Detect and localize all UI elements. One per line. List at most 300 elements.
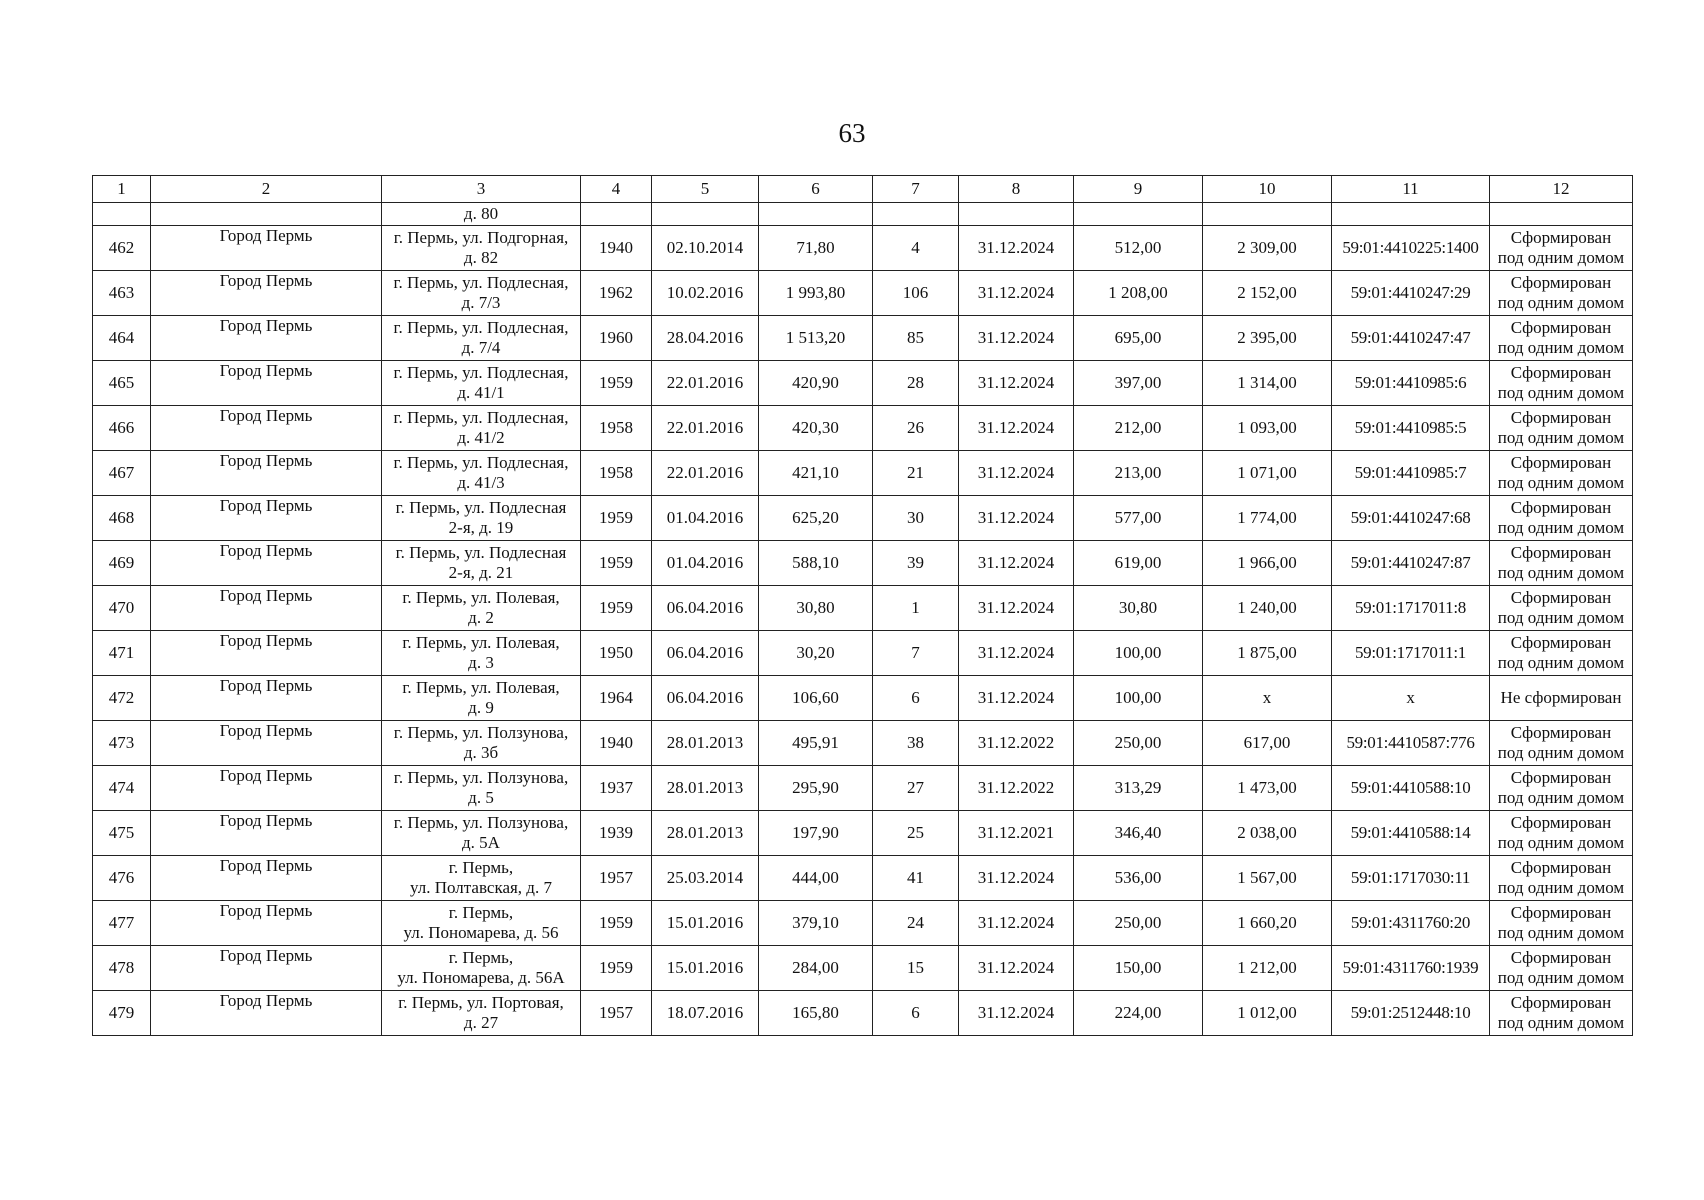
municipality-cell: Город Пермь xyxy=(151,496,382,541)
address-line-1: г. Пермь, ул. Подлесная, xyxy=(393,453,569,472)
status-line-2: под одним домом xyxy=(1497,338,1625,357)
residents-cell: 106 xyxy=(873,271,959,316)
status-line-2: под одним домом xyxy=(1497,878,1625,897)
year-cell: 1959 xyxy=(581,901,652,946)
column-number: 8 xyxy=(959,176,1074,203)
area-cell: 421,10 xyxy=(759,451,873,496)
status-cell xyxy=(1490,451,1633,496)
municipality-cell: Город Пермь xyxy=(151,361,382,406)
land-area-total-cell: 1 966,00 xyxy=(1203,541,1332,586)
column-number: 1 xyxy=(93,176,151,203)
status-cell xyxy=(1490,676,1633,721)
row-number: 476 xyxy=(93,856,151,901)
status-cell xyxy=(1490,271,1633,316)
status-cell xyxy=(1490,226,1633,271)
land-area-cell: 397,00 xyxy=(1074,361,1203,406)
deadline-cell: 31.12.2024 xyxy=(959,496,1074,541)
address-line-2: д. 7/4 xyxy=(461,338,501,357)
address-line-1: г. Пермь, ул. Ползунова, xyxy=(393,813,569,832)
address-continuation: д. 80 xyxy=(382,203,581,226)
cadastral-number-cell: 59:01:4410225:1400 xyxy=(1332,226,1490,271)
status-cell xyxy=(1490,541,1633,586)
municipality-cell: Город Пермь xyxy=(151,316,382,361)
status-line-1: Сформирован xyxy=(1510,453,1612,472)
residents-cell: 27 xyxy=(873,766,959,811)
date-cell: 22.01.2016 xyxy=(652,451,759,496)
deadline-cell: 31.12.2024 xyxy=(959,226,1074,271)
address-line-2: д. 7/3 xyxy=(461,293,501,312)
empty-cell xyxy=(1490,203,1633,226)
cadastral-number-cell: 59:01:4311760:1939 xyxy=(1332,946,1490,991)
address-cell xyxy=(382,406,581,451)
land-area-total-cell: 2 395,00 xyxy=(1203,316,1332,361)
cadastral-number-cell: 59:01:4410247:87 xyxy=(1332,541,1490,586)
address-cell xyxy=(382,271,581,316)
address-cell xyxy=(382,226,581,271)
deadline-cell: 31.12.2024 xyxy=(959,676,1074,721)
area-cell: 71,80 xyxy=(759,226,873,271)
area-cell: 420,90 xyxy=(759,361,873,406)
year-cell: 1940 xyxy=(581,226,652,271)
status-line-1: Сформирован xyxy=(1510,273,1612,292)
address-line-2: д. 41/3 xyxy=(457,473,505,492)
deadline-cell: 31.12.2024 xyxy=(959,991,1074,1036)
status-line-1: Сформирован xyxy=(1510,723,1612,742)
row-number: 474 xyxy=(93,766,151,811)
residents-cell: 4 xyxy=(873,226,959,271)
status-line-1: Сформирован xyxy=(1510,813,1612,832)
date-cell: 18.07.2016 xyxy=(652,991,759,1036)
deadline-cell: 31.12.2021 xyxy=(959,811,1074,856)
land-area-total-cell: 1 473,00 xyxy=(1203,766,1332,811)
deadline-cell: 31.12.2024 xyxy=(959,271,1074,316)
status-line-1: Сформирован xyxy=(1510,498,1612,517)
date-cell: 01.04.2016 xyxy=(652,541,759,586)
row-number: 477 xyxy=(93,901,151,946)
municipality-cell: Город Пермь xyxy=(151,901,382,946)
address-line-1: г. Пермь, ул. Полевая, xyxy=(402,678,560,697)
date-cell: 10.02.2016 xyxy=(652,271,759,316)
date-cell: 25.03.2014 xyxy=(652,856,759,901)
table-row xyxy=(93,406,1633,451)
page-number: 63 xyxy=(838,118,866,148)
land-area-cell: 30,80 xyxy=(1074,586,1203,631)
address-line-1: г. Пермь, ул. Подлесная, xyxy=(393,273,569,292)
table-row xyxy=(93,451,1633,496)
municipality-cell: Город Пермь xyxy=(151,226,382,271)
deadline-cell: 31.12.2024 xyxy=(959,316,1074,361)
status-cell xyxy=(1490,406,1633,451)
row-number: 475 xyxy=(93,811,151,856)
column-number: 10 xyxy=(1203,176,1332,203)
area-cell: 106,60 xyxy=(759,676,873,721)
land-area-total-cell: х xyxy=(1203,676,1332,721)
row-number: 472 xyxy=(93,676,151,721)
row-number: 462 xyxy=(93,226,151,271)
date-cell: 02.10.2014 xyxy=(652,226,759,271)
status-cell xyxy=(1490,856,1633,901)
status-line-2: под одним домом xyxy=(1497,968,1625,987)
land-area-total-cell: 1 875,00 xyxy=(1203,631,1332,676)
address-line-1: г. Пермь, ул. Подлесная xyxy=(395,543,567,562)
year-cell: 1962 xyxy=(581,271,652,316)
date-cell: 01.04.2016 xyxy=(652,496,759,541)
year-cell: 1959 xyxy=(581,946,652,991)
date-cell: 28.01.2013 xyxy=(652,766,759,811)
row-number: 464 xyxy=(93,316,151,361)
municipality-cell: Город Пермь xyxy=(151,631,382,676)
status-line-1: Сформирован xyxy=(1510,993,1612,1012)
residents-cell: 26 xyxy=(873,406,959,451)
cadastral-number-cell: 59:01:1717030:11 xyxy=(1332,856,1490,901)
table-row xyxy=(93,946,1633,991)
year-cell: 1940 xyxy=(581,721,652,766)
date-cell: 28.01.2013 xyxy=(652,811,759,856)
cadastral-number-cell: 59:01:4410587:776 xyxy=(1332,721,1490,766)
municipality-cell: Город Пермь xyxy=(151,766,382,811)
year-cell: 1959 xyxy=(581,586,652,631)
municipality-cell: Город Пермь xyxy=(151,946,382,991)
municipality-cell: Город Пермь xyxy=(151,811,382,856)
address-cell xyxy=(382,496,581,541)
status-line-1: Сформирован xyxy=(1510,768,1612,787)
status-line-2: под одним домом xyxy=(1497,833,1625,852)
date-cell: 06.04.2016 xyxy=(652,586,759,631)
status-cell xyxy=(1490,316,1633,361)
address-line-2: д. 5А xyxy=(462,833,500,852)
residents-cell: 15 xyxy=(873,946,959,991)
address-cell xyxy=(382,721,581,766)
land-area-total-cell: 1 314,00 xyxy=(1203,361,1332,406)
municipality-cell: Город Пермь xyxy=(151,991,382,1036)
land-area-cell: 150,00 xyxy=(1074,946,1203,991)
address-cell xyxy=(382,316,581,361)
status-cell xyxy=(1490,811,1633,856)
deadline-cell: 31.12.2024 xyxy=(959,856,1074,901)
status-cell xyxy=(1490,766,1633,811)
year-cell: 1958 xyxy=(581,406,652,451)
municipality-cell: Город Пермь xyxy=(151,271,382,316)
cadastral-number-cell: 59:01:2512448:10 xyxy=(1332,991,1490,1036)
column-number: 12 xyxy=(1490,176,1633,203)
date-cell: 15.01.2016 xyxy=(652,946,759,991)
address-line-2: д. 5 xyxy=(468,788,494,807)
land-area-cell: 512,00 xyxy=(1074,226,1203,271)
cadastral-number-cell: 59:01:4410588:10 xyxy=(1332,766,1490,811)
table-row xyxy=(93,766,1633,811)
residents-cell: 25 xyxy=(873,811,959,856)
table-row xyxy=(93,316,1633,361)
municipality-cell: Город Пермь xyxy=(151,406,382,451)
empty-cell xyxy=(1203,203,1332,226)
land-area-cell: 250,00 xyxy=(1074,721,1203,766)
land-area-cell: 346,40 xyxy=(1074,811,1203,856)
land-area-total-cell: 2 038,00 xyxy=(1203,811,1332,856)
address-cell xyxy=(382,676,581,721)
row-number: 478 xyxy=(93,946,151,991)
status-line-1: Сформирован xyxy=(1510,633,1612,652)
residents-cell: 1 xyxy=(873,586,959,631)
deadline-cell: 31.12.2024 xyxy=(959,406,1074,451)
table-row xyxy=(93,541,1633,586)
status-line-1: Сформирован xyxy=(1510,588,1612,607)
row-number: 469 xyxy=(93,541,151,586)
land-area-cell: 577,00 xyxy=(1074,496,1203,541)
status-line-1: Сформирован xyxy=(1510,903,1612,922)
status-line-2: под одним домом xyxy=(1497,563,1625,582)
residents-cell: 6 xyxy=(873,991,959,1036)
address-cell xyxy=(382,991,581,1036)
deadline-cell: 31.12.2024 xyxy=(959,631,1074,676)
year-cell: 1964 xyxy=(581,676,652,721)
address-cell xyxy=(382,541,581,586)
status-line-2: под одним домом xyxy=(1497,653,1625,672)
cadastral-number-cell: 59:01:4311760:20 xyxy=(1332,901,1490,946)
area-cell: 1 513,20 xyxy=(759,316,873,361)
address-line-2: д. 9 xyxy=(468,698,494,717)
status-line-1: Сформирован xyxy=(1510,543,1612,562)
area-cell: 625,20 xyxy=(759,496,873,541)
land-area-cell: 100,00 xyxy=(1074,676,1203,721)
address-line-1: г. Пермь, ул. Полевая, xyxy=(402,588,560,607)
column-number: 4 xyxy=(581,176,652,203)
cadastral-number-cell: х xyxy=(1332,676,1490,721)
cadastral-number-cell: 59:01:4410247:29 xyxy=(1332,271,1490,316)
status-line-2: под одним домом xyxy=(1497,248,1625,267)
table-row xyxy=(93,586,1633,631)
land-area-cell: 619,00 xyxy=(1074,541,1203,586)
column-number: 5 xyxy=(652,176,759,203)
status-line-1: Сформирован xyxy=(1510,363,1612,382)
row-number: 470 xyxy=(93,586,151,631)
address-cell xyxy=(382,946,581,991)
address-line-2: д. 3б xyxy=(463,743,499,762)
deadline-cell: 31.12.2022 xyxy=(959,721,1074,766)
status-line-2: под одним домом xyxy=(1497,743,1625,762)
residents-cell: 41 xyxy=(873,856,959,901)
address-line-1: г. Пермь, xyxy=(448,948,514,967)
residents-cell: 6 xyxy=(873,676,959,721)
area-cell: 30,20 xyxy=(759,631,873,676)
area-cell: 420,30 xyxy=(759,406,873,451)
address-cell xyxy=(382,766,581,811)
status-cell xyxy=(1490,631,1633,676)
address-cell xyxy=(382,586,581,631)
table-row xyxy=(93,496,1633,541)
status-cell xyxy=(1490,901,1633,946)
cadastral-number-cell: 59:01:4410247:47 xyxy=(1332,316,1490,361)
land-area-total-cell: 1 093,00 xyxy=(1203,406,1332,451)
table-row xyxy=(93,271,1633,316)
row-number: 473 xyxy=(93,721,151,766)
land-area-cell: 100,00 xyxy=(1074,631,1203,676)
empty-cell xyxy=(1074,203,1203,226)
status-line-1: Сформирован xyxy=(1510,318,1612,337)
status-line-2: под одним домом xyxy=(1497,518,1625,537)
municipality-cell: Город Пермь xyxy=(151,586,382,631)
column-number: 9 xyxy=(1074,176,1203,203)
land-area-cell: 224,00 xyxy=(1074,991,1203,1036)
address-line-2: д. 41/2 xyxy=(457,428,505,447)
land-area-total-cell: 1 212,00 xyxy=(1203,946,1332,991)
address-line-1: г. Пермь, ул. Полевая, xyxy=(402,633,560,652)
area-cell: 1 993,80 xyxy=(759,271,873,316)
empty-cell xyxy=(151,203,382,226)
year-cell: 1960 xyxy=(581,316,652,361)
year-cell: 1959 xyxy=(581,496,652,541)
residents-cell: 39 xyxy=(873,541,959,586)
land-area-total-cell: 1 240,00 xyxy=(1203,586,1332,631)
address-line-2: 2-я, д. 19 xyxy=(448,518,514,537)
empty-cell xyxy=(873,203,959,226)
land-area-total-cell: 1 567,00 xyxy=(1203,856,1332,901)
address-line-2: ул. Полтавская, д. 7 xyxy=(410,878,552,897)
table-row xyxy=(93,676,1633,721)
status-line-1: Не сформирован xyxy=(1500,688,1622,707)
table-row xyxy=(93,361,1633,406)
cadastral-number-cell: 59:01:4410588:14 xyxy=(1332,811,1490,856)
cadastral-number-cell: 59:01:4410985:7 xyxy=(1332,451,1490,496)
land-area-total-cell: 617,00 xyxy=(1203,721,1332,766)
land-area-total-cell: 1 012,00 xyxy=(1203,991,1332,1036)
area-cell: 295,90 xyxy=(759,766,873,811)
address-line-2: 2-я, д. 21 xyxy=(448,563,514,582)
cadastral-number-cell: 59:01:4410985:5 xyxy=(1332,406,1490,451)
status-line-2: под одним домом xyxy=(1497,293,1625,312)
column-number: 11 xyxy=(1332,176,1490,203)
empty-cell xyxy=(1332,203,1490,226)
address-cell xyxy=(382,901,581,946)
deadline-cell: 31.12.2024 xyxy=(959,586,1074,631)
land-area-total-cell: 2 309,00 xyxy=(1203,226,1332,271)
address-line-1: г. Пермь, ул. Подлесная xyxy=(395,498,567,517)
area-cell: 284,00 xyxy=(759,946,873,991)
column-number: 3 xyxy=(382,176,581,203)
row-number: 479 xyxy=(93,991,151,1036)
date-cell: 06.04.2016 xyxy=(652,631,759,676)
residents-cell: 24 xyxy=(873,901,959,946)
land-area-total-cell: 2 152,00 xyxy=(1203,271,1332,316)
address-line-1: г. Пермь, ул. Подгорная, xyxy=(393,228,569,247)
empty-cell xyxy=(959,203,1074,226)
residents-cell: 30 xyxy=(873,496,959,541)
year-cell: 1950 xyxy=(581,631,652,676)
address-line-2: д. 82 xyxy=(463,248,499,267)
deadline-cell: 31.12.2024 xyxy=(959,451,1074,496)
year-cell: 1959 xyxy=(581,541,652,586)
date-cell: 22.01.2016 xyxy=(652,406,759,451)
column-number: 2 xyxy=(151,176,382,203)
table-row xyxy=(93,811,1633,856)
residents-cell: 7 xyxy=(873,631,959,676)
area-cell: 379,10 xyxy=(759,901,873,946)
municipality-cell: Город Пермь xyxy=(151,676,382,721)
year-cell: 1937 xyxy=(581,766,652,811)
status-line-1: Сформирован xyxy=(1510,858,1612,877)
land-area-cell: 212,00 xyxy=(1074,406,1203,451)
status-line-2: под одним домом xyxy=(1497,788,1625,807)
column-number: 7 xyxy=(873,176,959,203)
municipality-cell: Город Пермь xyxy=(151,541,382,586)
address-line-1: г. Пермь, ул. Ползунова, xyxy=(393,723,569,742)
empty-cell xyxy=(93,203,151,226)
status-line-1: Сформирован xyxy=(1510,228,1612,247)
status-cell xyxy=(1490,361,1633,406)
table-row xyxy=(93,991,1633,1036)
year-cell: 1957 xyxy=(581,856,652,901)
cadastral-number-cell: 59:01:4410247:68 xyxy=(1332,496,1490,541)
address-line-2: ул. Пономарева, д. 56 xyxy=(403,923,559,942)
row-number: 467 xyxy=(93,451,151,496)
address-cell xyxy=(382,451,581,496)
land-area-total-cell: 1 660,20 xyxy=(1203,901,1332,946)
row-number: 463 xyxy=(93,271,151,316)
status-line-2: под одним домом xyxy=(1497,383,1625,402)
residents-cell: 21 xyxy=(873,451,959,496)
row-number: 466 xyxy=(93,406,151,451)
land-area-cell: 250,00 xyxy=(1074,901,1203,946)
residents-cell: 85 xyxy=(873,316,959,361)
row-number: 465 xyxy=(93,361,151,406)
address-line-1: г. Пермь, xyxy=(448,903,514,922)
table-row xyxy=(93,856,1633,901)
status-line-1: Сформирован xyxy=(1510,408,1612,427)
area-cell: 588,10 xyxy=(759,541,873,586)
land-area-cell: 536,00 xyxy=(1074,856,1203,901)
deadline-cell: 31.12.2024 xyxy=(959,541,1074,586)
land-area-cell: 1 208,00 xyxy=(1074,271,1203,316)
cadastral-number-cell: 59:01:4410985:6 xyxy=(1332,361,1490,406)
empty-cell xyxy=(759,203,873,226)
area-cell: 444,00 xyxy=(759,856,873,901)
residents-cell: 38 xyxy=(873,721,959,766)
land-area-cell: 313,29 xyxy=(1074,766,1203,811)
land-area-total-cell: 1 071,00 xyxy=(1203,451,1332,496)
continuation-row xyxy=(93,203,1633,226)
status-line-2: под одним домом xyxy=(1497,608,1625,627)
area-cell: 30,80 xyxy=(759,586,873,631)
address-cell xyxy=(382,856,581,901)
address-line-2: д. 41/1 xyxy=(457,383,505,402)
land-area-total-cell: 1 774,00 xyxy=(1203,496,1332,541)
column-number: 6 xyxy=(759,176,873,203)
housing-registry-table xyxy=(92,175,1633,1036)
address-line-2: ул. Пономарева, д. 56А xyxy=(397,968,565,987)
year-cell: 1939 xyxy=(581,811,652,856)
status-cell xyxy=(1490,991,1633,1036)
status-line-2: под одним домом xyxy=(1497,428,1625,447)
status-line-2: под одним домом xyxy=(1497,473,1625,492)
table-body xyxy=(93,176,1633,1036)
address-line-1: г. Пермь, ул. Портовая, xyxy=(398,993,564,1012)
date-cell: 28.01.2013 xyxy=(652,721,759,766)
date-cell: 28.04.2016 xyxy=(652,316,759,361)
table-row xyxy=(93,226,1633,271)
table-row xyxy=(93,901,1633,946)
deadline-cell: 31.12.2024 xyxy=(959,361,1074,406)
year-cell: 1959 xyxy=(581,361,652,406)
status-line-1: Сформирован xyxy=(1510,948,1612,967)
area-cell: 197,90 xyxy=(759,811,873,856)
status-cell xyxy=(1490,496,1633,541)
municipality-cell: Город Пермь xyxy=(151,856,382,901)
date-cell: 22.01.2016 xyxy=(652,361,759,406)
address-line-1: г. Пермь, ул. Подлесная, xyxy=(393,363,569,382)
address-cell xyxy=(382,631,581,676)
table-row xyxy=(93,631,1633,676)
date-cell: 06.04.2016 xyxy=(652,676,759,721)
status-line-2: под одним домом xyxy=(1497,923,1625,942)
